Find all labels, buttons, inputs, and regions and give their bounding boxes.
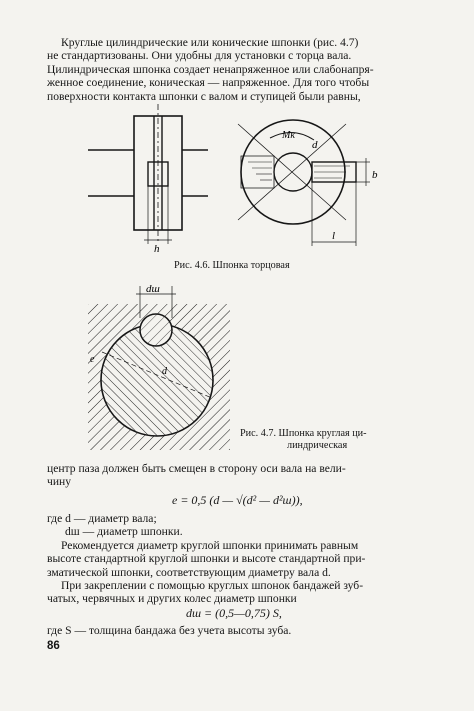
figure-4-7 [84,278,244,456]
page-number: 86 [47,640,60,652]
definition-line: где d — диаметр вала; [47,512,157,525]
fig47-label-key-diameter: dш [146,283,160,295]
text-line: Цилиндрическая шпонка создает ненапряженное или слабонапря- [47,62,374,76]
text-line: центр паза должен быть смещен в сторону оси вала на вели- [47,462,346,475]
text-line: высоте стандартной круглой шпонки и высоте стандартной при- [47,552,366,566]
figure-4-6 [88,104,388,256]
figure-4-6-caption: Рис. 4.6. Шпонка торцовая [174,260,290,271]
fixing-paragraph [47,579,432,606]
fig46-label-length: l [332,230,336,242]
text-line: Круглые цилиндрические или конические шпонки (рис. 4.7) [61,36,359,49]
fig46-side-view [88,104,208,244]
text-line: поверхности контакта шпонки с валом и ступицей были равны, [47,89,361,103]
text-line: При закреплении с помощью круглых шпонок бандажей зуб- [61,579,364,592]
definition-line: dш — диаметр шпонки. [65,525,183,539]
fig46-label-diameter: d [312,139,318,151]
figure-4-7-caption [240,428,367,452]
intro-paragraph [47,36,432,103]
fig46-section-view [238,120,370,246]
fig46-label-height: h [154,243,160,255]
fig47-label-offset: e [90,354,95,365]
definitions [47,512,432,539]
text-line: зматической шпонки, соответствующим диаметру вала d. [47,565,331,579]
text-line: чатых, червячных и других колес диаметр шпонки [47,592,297,606]
formula-key-diameter: dш = (0,5—0,75) S, [186,606,282,620]
fig47-label-shaft-diameter: d [162,366,167,377]
fig46-label-width: b [372,169,378,181]
text-line: женное соединение, коническая — напряженное. Для того чтобы [47,76,370,90]
caption-line: линдрическая [287,440,348,451]
fig46-label-moment: Mк [282,130,296,141]
text-line: чину [47,475,72,489]
text-line: не стандартизованы. Они удобны для установки с торца вала. [47,49,352,63]
text-line: Рекомендуется диаметр круглой шпонки принимать равным [61,539,359,552]
final-paragraph [47,624,432,637]
text-line: где S — толщина бандажа без учета высоты зуба. [47,624,292,637]
formula-offset: e = 0,5 (d — √(d² — d²ш)), [172,493,303,507]
caption-line: Рис. 4.7. Шпонка круглая ци- [240,428,367,439]
recommendation-paragraph [47,539,432,579]
body-paragraph-offset [47,462,432,489]
